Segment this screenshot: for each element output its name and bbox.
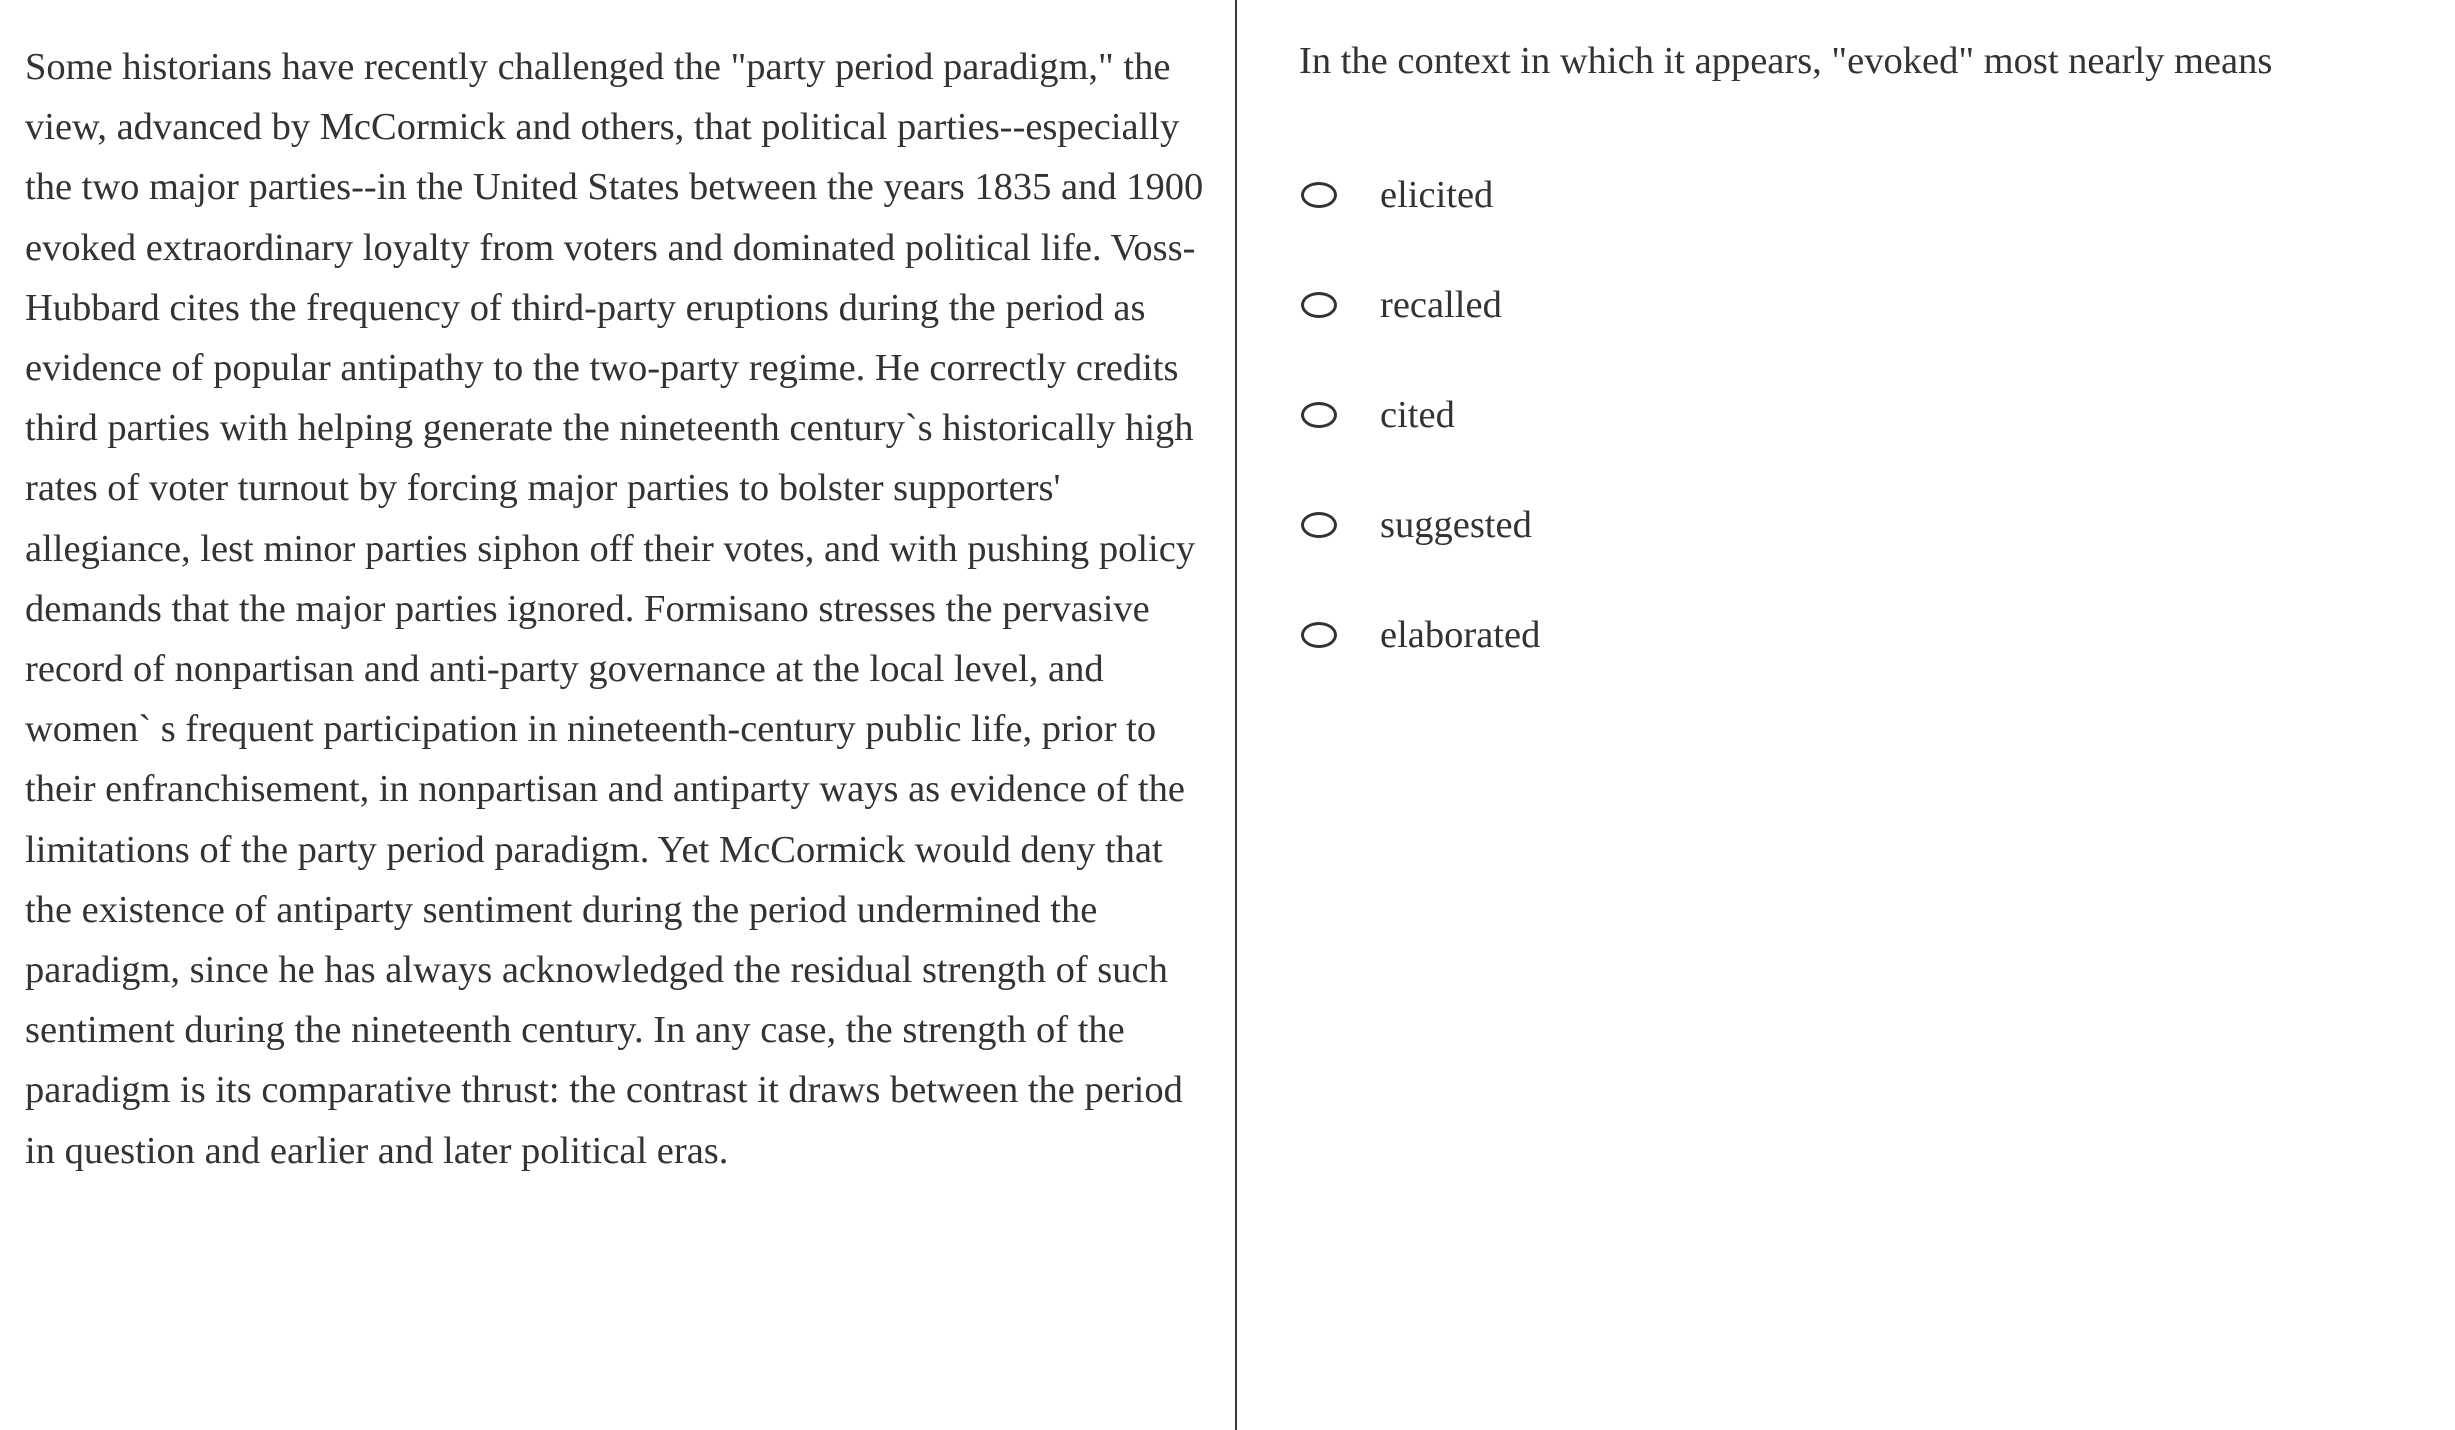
radio-button[interactable] xyxy=(1301,512,1337,538)
answer-options xyxy=(1301,140,2401,690)
radio-button[interactable] xyxy=(1301,182,1337,208)
option-cited[interactable] xyxy=(1301,360,2401,470)
question-stem: In the context in which it appears, "evoked" most nearly means xyxy=(1299,40,2273,82)
option-suggested[interactable] xyxy=(1301,470,2401,580)
radio-button[interactable] xyxy=(1301,402,1337,428)
option-label: elicited xyxy=(1380,174,1494,216)
option-label: suggested xyxy=(1380,504,1532,546)
option-elicited[interactable] xyxy=(1301,140,2401,250)
option-recalled[interactable] xyxy=(1301,250,2401,360)
option-label: elaborated xyxy=(1380,614,1541,656)
passage-text: Some historians have recently challenged the "party period paradigm," the view, advanced by McCormick and others, that political parties--especially the two major parties--in the United States between the years 1835 and 1900 evoked extraordinary loyalty from voters and dominated political life. Voss-Hubbard cites the frequency of third-party eruptions during the period as evidence of popular antipathy to the two-party regime. He correctly credits third parties with helping generate the nineteenth century`s historically high rates of voter turnout by forcing major parties to bolster supporters' allegiance, lest minor parties siphon off their votes, and with pushing policy demands that the major parties ignored. Formisano stresses the pervasive record of nonpartisan and anti-party governance at the local level, and women` s frequent participation in nineteenth-century public life, prior to their enfranchisement, in nonpartisan and antiparty ways as evidence of the limitations of the party period paradigm. Yet McCormick would deny that the existence of antiparty sentiment during the period undermined the paradigm, since he has always acknowledged the residual strength of such sentiment during the nineteenth century. In any case, the strength of the paradigm is its comparative thrust: the contrast it draws between the period in question and earlier and later political eras. xyxy=(25,46,1204,1172)
radio-button[interactable] xyxy=(1301,622,1337,648)
option-elaborated[interactable] xyxy=(1301,580,2401,690)
radio-button[interactable] xyxy=(1301,292,1337,318)
question-pane xyxy=(1239,0,2455,1430)
option-label: cited xyxy=(1380,394,1455,436)
option-label: recalled xyxy=(1380,284,1502,326)
